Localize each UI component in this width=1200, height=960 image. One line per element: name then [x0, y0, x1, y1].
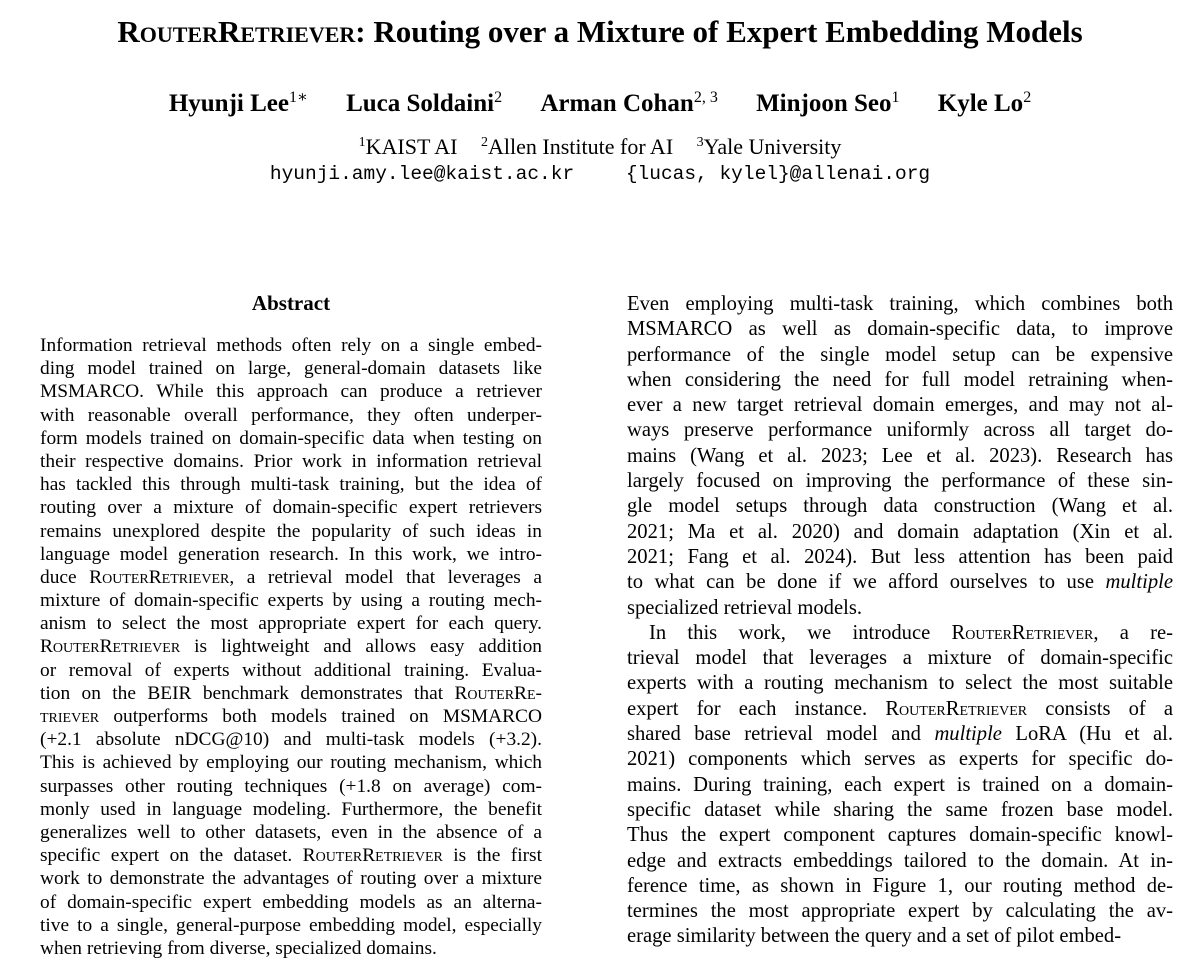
body-text	[627, 292, 1173, 950]
text-line: MSMARCO as well as domain-specific data, to improve	[627, 318, 1173, 341]
text-line: trieval model that leverages a mixture of domain-specific	[627, 647, 1173, 670]
text-line: This is achieved by employing our routing mechanism, which	[40, 752, 542, 774]
text-line: edge and extracts embeddings tailored to the domain. At in-	[627, 849, 1173, 872]
paper-title-system-name: RouterRetriever	[117, 14, 356, 49]
author-affiliation-mark: 2	[494, 89, 503, 106]
author-name: Minjoon Seo	[756, 90, 892, 117]
abstract-heading: Abstract	[251, 291, 331, 315]
author-name: Kyle Lo	[937, 90, 1024, 117]
text-line: of domain-specific expert embedding models as an alterna-	[40, 891, 542, 913]
text-line: monly used in language modeling. Furthermore, the benefit	[40, 798, 542, 820]
text-line: duce RouterRetriever, a retrieval model that leverages a	[40, 566, 542, 588]
text-line: routing over a mixture of domain-specific expert retrievers	[40, 497, 542, 519]
author-affiliation-mark: 2	[1023, 89, 1032, 106]
affiliation	[697, 132, 842, 162]
text-line: specialized retrieval models.	[627, 596, 863, 619]
text-line: Even employing multi-task training, which combines both	[627, 293, 1173, 315]
text-line: 2021; Fang et al. 2024). But less attention has been paid	[627, 545, 1173, 568]
text-line: when retrieving from diverse, specialized domains.	[40, 937, 437, 959]
author-affiliation-mark: 2, 3	[693, 89, 718, 106]
text-line: largely focused on improving the performance of these sin-	[627, 470, 1173, 493]
text-line: (+2.1 absolute nDCG@10) and multi-task models (+3.2).	[40, 729, 542, 751]
text-line: performance of the single model setup can be expensive	[627, 343, 1173, 366]
author-email: hyunji.amy.lee@kaist.ac.kr	[269, 163, 575, 185]
paper-title	[0, 12, 1200, 52]
text-line: their respective domains. Prior work in information retrieval	[40, 450, 542, 472]
affiliation	[359, 132, 458, 162]
text-line: ference time, as shown in Figure 1, our routing method de-	[627, 874, 1173, 897]
text-line: ever a new target retrieval domain emerges, and may not al-	[627, 394, 1173, 417]
text-line: form models trained on domain-specific data when testing on	[40, 427, 542, 449]
text-line: remains unexplored despite the popularity of such ideas in	[40, 520, 542, 542]
text-line: In this work, we introduce RouterRetriever, a re-	[649, 621, 1173, 644]
text-line: termines the most appropriate expert by calculating the av-	[627, 900, 1173, 923]
author-affiliation-mark: 1	[891, 89, 900, 106]
author	[169, 86, 308, 122]
affiliation-name: Yale University	[703, 134, 842, 159]
author-name: Hyunji Lee	[168, 90, 289, 117]
text-line: or removal of experts without additional training. Evalua-	[40, 659, 542, 681]
affiliation-mark: 3	[696, 135, 704, 150]
text-line: work to demonstrate the advantages of routing over a mixture	[40, 868, 542, 890]
affiliation-mark: 2	[481, 135, 489, 150]
text-line: Thus the expert component captures domain-specific knowl-	[627, 824, 1173, 847]
author-name: Luca Soldaini	[346, 90, 495, 117]
text-line: triever outperforms both models trained on MSMARCO	[40, 706, 542, 727]
author-email: {lucas, kylel}@allenai.org	[625, 163, 931, 185]
text-line: generalizes well to other datasets, even in the absence of a	[40, 821, 542, 843]
text-line: RouterRetriever is lightweight and allows easy addition	[40, 636, 542, 658]
text-line: when considering the need for full model retraining when-	[627, 368, 1173, 391]
text-line: specific dataset while sharing the same frozen base model.	[627, 798, 1173, 821]
text-line: surpasses other routing techniques (+1.8 on average) com-	[40, 775, 542, 797]
text-line: language model generation research. In this work, we intro-	[40, 543, 542, 565]
abstract-text	[40, 334, 542, 960]
text-line: to what can be done if we afford ourselves to use multiple	[627, 571, 1173, 594]
text-line: ways preserve performance uniformly across all target do-	[627, 419, 1173, 442]
affiliation	[481, 132, 673, 162]
text-line: anism to select the most appropriate expert for each query.	[40, 613, 542, 635]
text-line: tion on the BEIR benchmark demonstrates that RouterRe-	[40, 682, 542, 704]
text-line: mains (Wang et al. 2023; Lee et al. 2023). Research has	[627, 444, 1173, 467]
text-line: 2021; Ma et al. 2020) and domain adaptation (Xin et al.	[627, 520, 1173, 543]
affiliation-list	[0, 132, 1200, 162]
text-line: Information retrieval methods often rely on a single embed-	[40, 335, 542, 356]
author-name: Arman Cohan	[540, 90, 694, 117]
text-line: shared base retrieval model and multiple LoRA (Hu et al.	[627, 723, 1174, 746]
author	[346, 86, 502, 122]
text-line: mixture of domain-specific experts by using a routing mech-	[40, 590, 542, 612]
email-list	[0, 160, 1200, 188]
text-line: erage similarity between the query and a set of pilot embed-	[627, 925, 1122, 948]
author-list	[0, 86, 1200, 122]
text-line: MSMARCO. While this approach can produce a retriever	[40, 381, 542, 403]
author	[938, 86, 1031, 122]
author	[756, 86, 899, 122]
author	[540, 86, 718, 122]
text-line: experts with a routing mechanism to select the most suitable	[627, 672, 1173, 695]
text-line: 2021) components which serves as experts for specific do-	[627, 748, 1173, 771]
text-line: mains. During training, each expert is trained on a domain-	[627, 773, 1173, 796]
author-affiliation-mark: 1∗	[288, 89, 308, 106]
text-line: with reasonable overall performance, they often underper-	[40, 404, 542, 426]
affiliation-name: Allen Institute for AI	[488, 134, 674, 159]
text-line: specific expert on the dataset. RouterRetriever is the first	[40, 845, 542, 867]
text-line: has tackled this through multi-task training, but the idea of	[40, 474, 542, 496]
text-line: tive to a single, general-purpose embedding model, especially	[40, 914, 542, 936]
affiliation-mark: 1	[358, 135, 366, 150]
text-line: gle model setups through data construction (Wang et al.	[627, 495, 1173, 518]
affiliation-name: KAIST AI	[365, 134, 458, 159]
text-line: expert for each instance. RouterRetriever consists of a	[627, 697, 1173, 720]
text-line: ding model trained on large, general-domain datasets like	[40, 358, 542, 380]
paper-title-rest: : Routing over a Mixture of Expert Embedding Models	[355, 14, 1083, 49]
